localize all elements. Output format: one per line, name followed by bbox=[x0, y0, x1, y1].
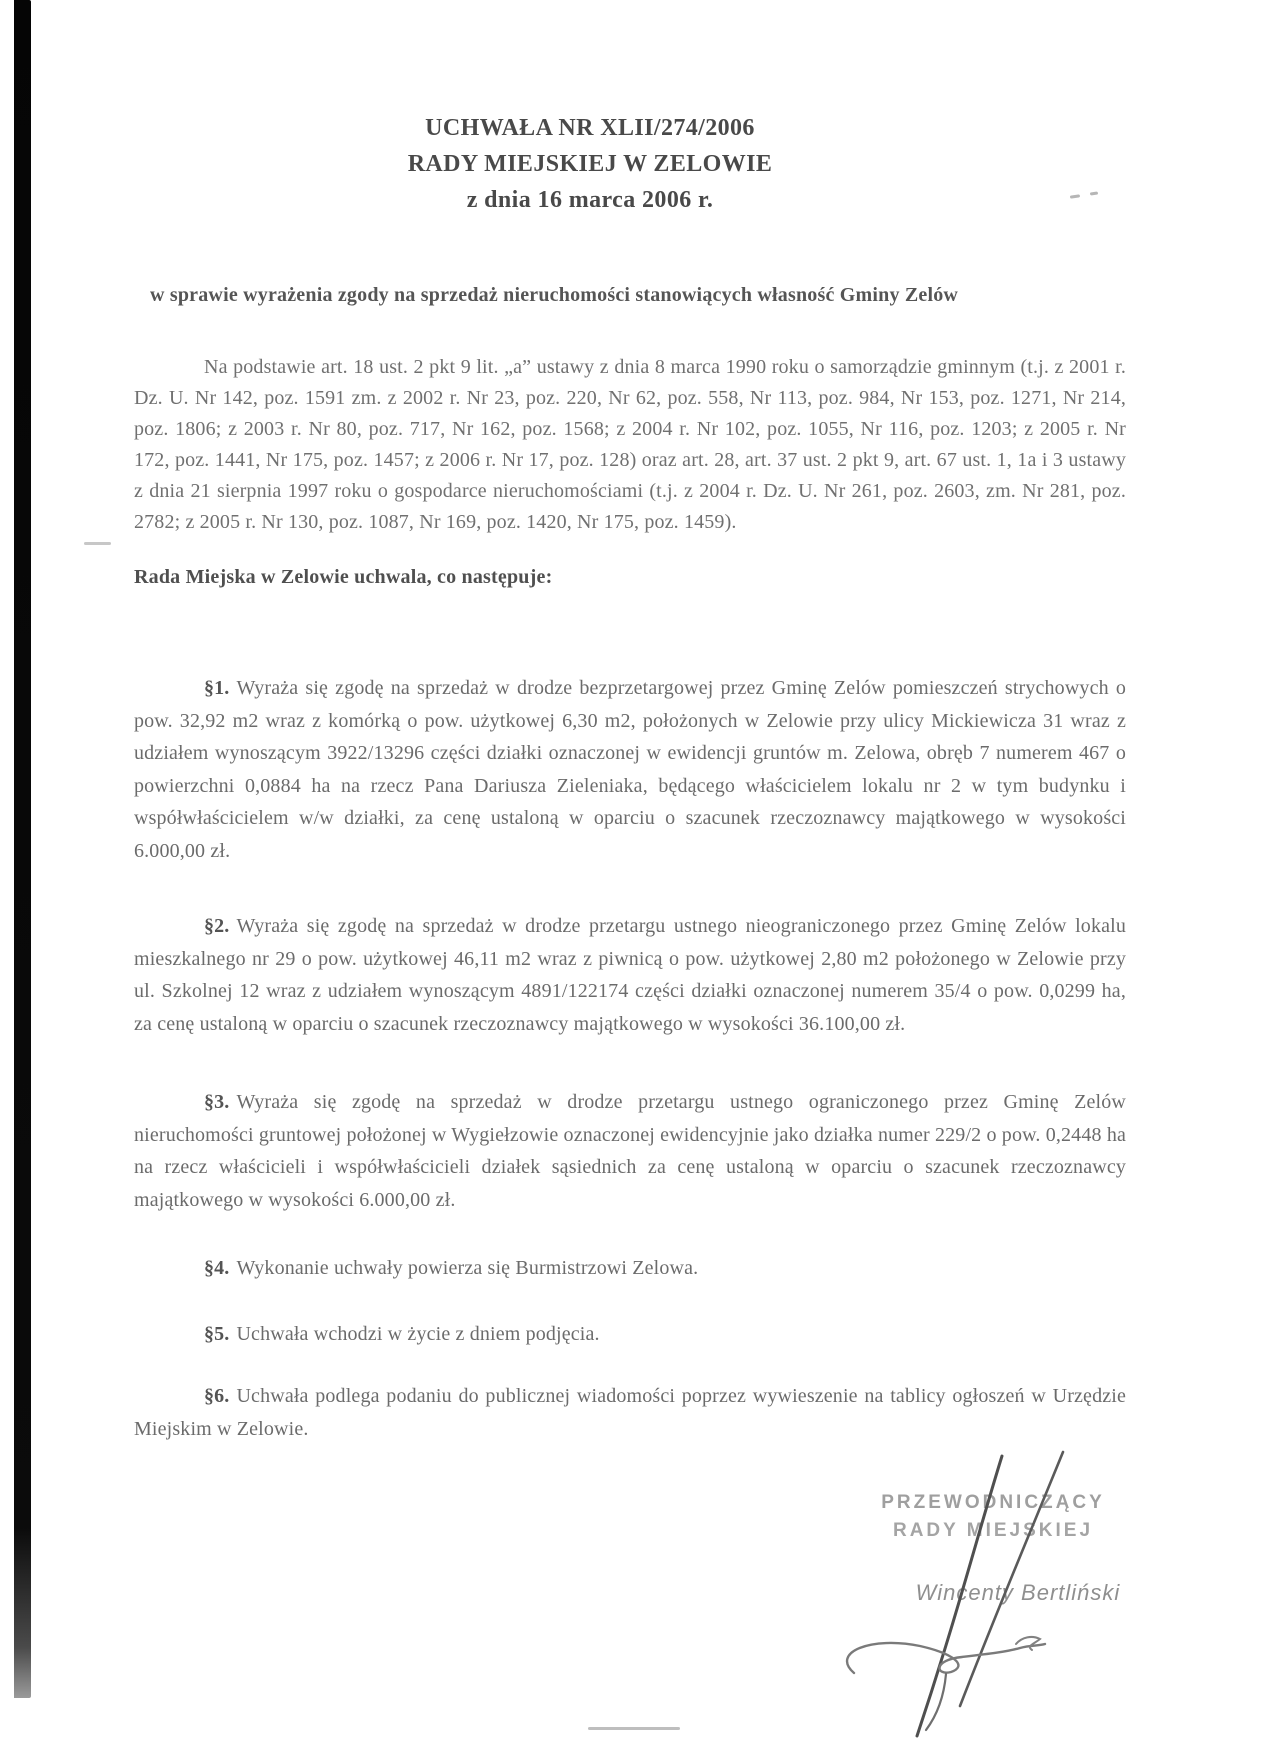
section-1-number: §1. bbox=[204, 677, 230, 699]
document-title bbox=[0, 110, 1180, 218]
section-6 bbox=[134, 1380, 1126, 1445]
title-line-1: UCHWAŁA NR XLII/274/2006 bbox=[425, 115, 755, 141]
section-4-text: Wykonanie uchwały powierza się Burmistrzowi Zelowa. bbox=[236, 1257, 699, 1279]
legal-basis-paragraph: Na podstawie art. 18 ust. 2 pkt 9 lit. „a” ustawy z dnia 8 marca 1990 roku o samorządzie gminnym (t.j. z 2001 r. Dz. U. Nr 142, poz. 1591 zm. z 2002 r. Nr 23, poz. 220, Nr 62, poz. 558, Nr 113, poz. 984, Nr 153, poz. 1271, Nr 214, poz. 1806; z 2003 r. Nr 80, poz. 717, Nr 162, poz. 1568; z 2004 r. Nr 102, poz. 1055, Nr 116, poz. 1203; z 2005 r. Nr 172, poz. 1441, Nr 175, poz. 1457; z 2006 r. Nr 17, poz. 128) oraz art. 28, art. 37 ust. 2 pkt 9, art. 67 ust. 1, 1a i 3 ustawy z dnia 21 sierpnia 1997 roku o gospodarce nieruchomościami (t.j. z 2004 r. Dz. U. Nr 261, poz. 2603, zm. Nr 281, poz. 2782; z 2005 r. Nr 130, poz. 1087, Nr 169, poz. 1420, Nr 175, poz. 1459). bbox=[134, 356, 1126, 533]
bottom-scan-mark bbox=[588, 1727, 680, 1730]
section-1 bbox=[134, 672, 1126, 867]
section-5-number: §5. bbox=[204, 1323, 230, 1345]
section-1-text: Wyraża się zgodę na sprzedaż w drodze bezprzetargowej przez Gminę Zelów pomieszczeń strychowych o pow. 32,92 m2 wraz z komórką o pow. użytkowej 6,30 m2, położonych w Zelowie przy ulicy Mickiewicza 31 wraz z udziałem wynoszącym 3922/13296 części działki oznaczonej w ewidencji gruntów m. Zelowa, obręb 7 numerem 467 o powierzchni 0,0884 ha na rzecz Pana Dariusza Zieleniaka, będącego właścicielem lokalu nr 2 w tym budynku i współwłaścicielem w/w działki, za cenę ustaloną w oparciu o szacunek rzeczoznawcy majątkowego w wysokości 6.000,00 zł. bbox=[134, 677, 1126, 862]
section-6-number: §6. bbox=[204, 1385, 230, 1407]
section-4 bbox=[134, 1252, 1126, 1285]
section-2-text: Wyraża się zgodę na sprzedaż w drodze przetargu ustnego nieograniczonego przez Gminę Zelów lokalu mieszkalnego nr 29 o pow. użytkowej 46,11 m2 wraz z piwnicą o pow. użytkowej 2,80 m2 położonego w Zelowie przy ul. Szkolnej 12 wraz z udziałem wynoszącym 4891/122174 części działki oznaczonej numerem 35/4 o pow. 0,0299 ha, za cenę ustaloną w oparciu o szacunek rzeczoznawcy majątkowego w wysokości 36.100,00 zł. bbox=[134, 915, 1126, 1035]
section-3 bbox=[134, 1086, 1126, 1216]
signature-name: Wincenty Bertliński bbox=[915, 1580, 1121, 1605]
signature-block bbox=[820, 1488, 1150, 1748]
section-5 bbox=[134, 1318, 1126, 1351]
enacting-clause: Rada Miejska w Zelowie uchwala, co następuje: bbox=[134, 566, 553, 588]
title-line-2: RADY MIEJSKIEJ W ZELOWIE bbox=[407, 151, 773, 177]
section-5-text: Uchwała wchodzi w życie z dniem podjęcia. bbox=[236, 1323, 600, 1345]
section-2-number: §2. bbox=[204, 915, 230, 937]
subject-line: w sprawie wyrażenia zgody na sprzedaż nieruchomości stanowiących własność Gminy Zelów bbox=[150, 284, 959, 306]
title-line-3: z dnia 16 marca 2006 r. bbox=[466, 187, 714, 213]
scan-speck-3 bbox=[84, 542, 111, 545]
section-4-number: §4. bbox=[204, 1257, 230, 1279]
signature-autograph bbox=[820, 1438, 1150, 1748]
signature-role-line-1: PRZEWODNICZĄCY bbox=[881, 1492, 1105, 1513]
section-2 bbox=[134, 910, 1126, 1040]
section-3-number: §3. bbox=[204, 1091, 230, 1113]
section-3-text: Wyraża się zgodę na sprzedaż w drodze przetargu ustnego ograniczonego przez Gminę Zelów nieruchomości gruntowej położonej w Wygiełzowie oznaczonej ewidencyjnie jako działka numer 229/2 o pow. 0,2448 ha na rzecz właścicieli i współwłaścicieli działek sąsiednich za cenę ustaloną w oparciu o szacunek rzeczoznawcy majątkowego w wysokości 6.000,00 zł. bbox=[134, 1091, 1126, 1211]
signature-role-line-2: RADY MIEJSKIEJ bbox=[892, 1520, 1094, 1541]
section-6-text: Uchwała podlega podaniu do publicznej wiadomości poprzez wywieszenie na tablicy ogłoszeń w Urzędzie Miejskim w Zelowie. bbox=[134, 1385, 1126, 1440]
